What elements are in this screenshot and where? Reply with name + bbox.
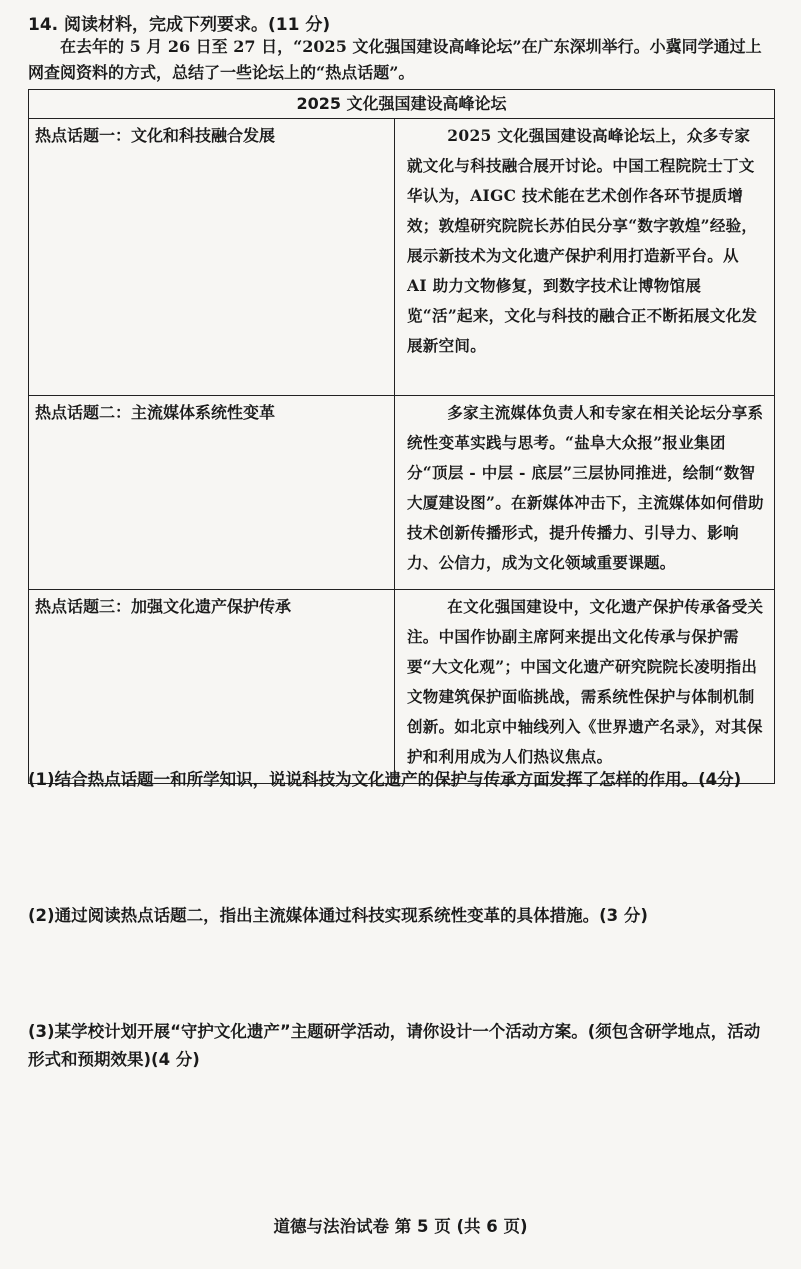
table-row	[29, 590, 775, 784]
question-title: 14. 阅读材料，完成下列要求。(11 分)	[28, 15, 331, 35]
subquestion-3: (3)某学校计划开展“守护文化遗产”主题研学活动，请你设计一个活动方案。(须包含研学地点，活动形式和预期效果)(4 分)	[28, 1022, 761, 1069]
topic-cell: 热点话题一：文化和科技融合发展	[29, 119, 395, 396]
content-cell: 多家主流媒体负责人和专家在相关论坛分享系统性变革实践与思考。“盐阜大众报”报业集团分“顶层 - 中层 - 底层”三层协同推进，绘制“数智大厦建设图”。在新媒体冲击下，主流媒体如何借助技术创新传播形式，提升传播力、引导力、影响力、公信力，成为文化领域重要课题。	[395, 396, 775, 590]
table-row	[29, 119, 775, 396]
table-header-row	[29, 90, 775, 119]
content-cell: 在文化强国建设中，文化遗产保护传承备受关注。中国作协副主席阿来提出文化传承与保护需要“大文化观”；中国文化遗产研究院院长凌明指出文物建筑保护面临挑战，需系统性保护与体制机制创新。如北京中轴线列入《世界遗产名录》，对其保护和利用成为人们热议焦点。	[395, 590, 775, 784]
topic-cell: 热点话题三：加强文化遗产保护传承	[29, 590, 395, 784]
forum-table	[28, 89, 775, 784]
question-intro: 在去年的 5 月 26 日至 27 日，“2025 文化强国建设高峰论坛”在广东深圳举行。小冀同学通过上网查阅资料的方式，总结了一些论坛上的“热点话题”。	[28, 37, 762, 82]
topic-cell: 热点话题二：主流媒体系统性变革	[29, 396, 395, 590]
table-row	[29, 396, 775, 590]
table-header: 2025 文化强国建设高峰论坛	[29, 90, 775, 119]
subquestion-2: (2)通过阅读热点话题二，指出主流媒体通过科技实现系统性变革的具体措施。(3 分)	[28, 906, 648, 925]
page-footer: 道德与法治试卷 第 5 页 (共 6 页)	[273, 1217, 528, 1236]
subquestion-1: (1)结合热点话题一和所学知识，说说科技为文化遗产的保护与传承方面发挥了怎样的作用。(4分)	[28, 770, 742, 789]
content-cell: 2025 文化强国建设高峰论坛上，众多专家就文化与科技融合展开讨论。中国工程院院士丁文华认为，AIGC 技术能在艺术创作各环节提质增效；敦煌研究院院长苏伯民分享“数字敦煌”经验，展示新技术为文化遗产保护利用打造新平台。从 AI 助力文物修复，到数字技术让博物馆展览“活”起来，文化与科技的融合正不断拓展文化发展新空间。	[395, 119, 775, 396]
